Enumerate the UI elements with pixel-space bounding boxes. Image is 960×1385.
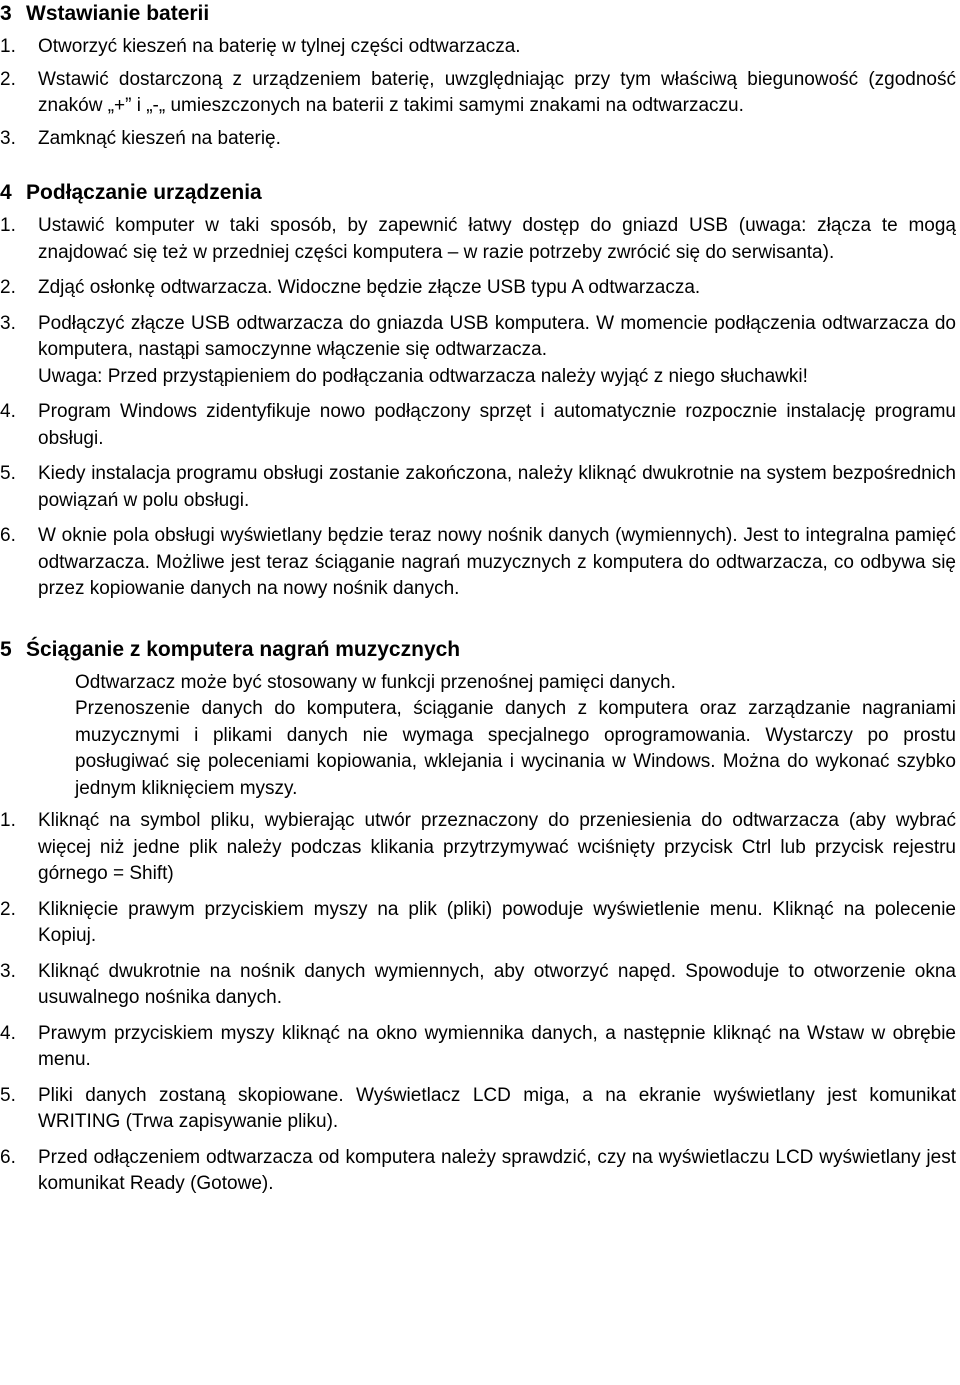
item-text: Ustawić komputer w taki sposób, by zapewnić łatwy dostęp do gniazd USB (uwaga: złącza te mogą znajdować się też w przedniej części komputera – w razie potrzeby zwrócić się do serwisanta). <box>38 215 956 263</box>
item-number: 1. <box>0 810 16 831</box>
list-item <box>0 213 956 266</box>
intro-paragraph: Przenoszenie danych do komputera, ściąganie danych z komputera oraz zarządzanie nagraniami muzycznymi i plikami danych nie wymaga specjalnego oprogramowania. Wystarczy po prostu posługiwać się poleceniami kopiowania, wklejania i wycinania w Windows. Można do wykonać szybko jednym kliknięciem myszy. <box>75 698 956 799</box>
item-number: 2. <box>0 277 16 298</box>
section-connecting <box>0 179 956 603</box>
list-item <box>0 399 956 452</box>
item-number: 1. <box>0 215 16 236</box>
item-number: 2. <box>0 898 16 920</box>
item-text: Kliknięcie prawym przyciskiem myszy na plik (pliki) powoduje wyświetlenie menu. Kliknąć na polecenie Kopiuj. <box>38 898 956 946</box>
section-downloading <box>0 636 956 1198</box>
list-item <box>0 126 956 153</box>
item-number: 3. <box>0 312 16 334</box>
list-item <box>0 67 956 120</box>
item-text: Prawym przyciskiem myszy kliknąć na okno wymiennika danych, a następnie kliknąć na Wstaw w obrębie menu. <box>38 1022 956 1070</box>
section-heading <box>0 179 956 207</box>
item-text: Zdjąć osłonkę odtwarzacza. Widoczne będzie złącze USB typu A odtwarzacza. <box>38 277 701 298</box>
list-item <box>0 523 956 603</box>
list-item <box>0 461 956 514</box>
step-list <box>0 808 956 1198</box>
section-heading <box>0 636 956 664</box>
item-text: Pliki danych zostaną skopiowane. Wyświetlacz LCD miga, a na ekranie wyświetlany jest komunikat WRITING (Trwa zapisywanie pliku). <box>38 1084 956 1132</box>
section-number: 5 <box>0 637 12 661</box>
section-heading <box>0 0 956 28</box>
item-text: Kliknąć na symbol pliku, wybierając utwór przeznaczony do przeniesienia do odtwarzacza (aby wybrać więcej niż jedne plik należy podczas klikania przytrzymywać wciśnięty przycisk Ctrl lub przycisk rejestru górnego = Shift) <box>38 810 956 884</box>
section-title: Ściąganie z komputera nagrań muzycznych <box>26 637 461 661</box>
item-number: 3. <box>0 127 16 149</box>
list-item <box>0 311 956 391</box>
item-number: 3. <box>0 960 16 982</box>
section-number: 3 <box>0 2 12 25</box>
item-text: Przed odłączeniem odtwarzacza od komputera należy sprawdzić, czy na wyświetlaczu LCD wyświetlany jest komunikat Ready (Gotowe). <box>38 1146 956 1194</box>
item-text: Kliknąć dwukrotnie na nośnik danych wymiennych, aby otworzyć napęd. Spowoduje to otworzenie okna usuwalnego nośnika danych. <box>38 960 956 1008</box>
item-text: Otworzyć kieszeń na baterię w tylnej części odtwarzacza. <box>38 36 521 57</box>
list-item <box>0 34 956 61</box>
section-battery <box>0 0 956 152</box>
item-number: 5. <box>0 1084 16 1106</box>
section-number: 4 <box>0 181 12 204</box>
warning-note: Uwaga: Przed przystąpieniem do podłączania odtwarzacza należy wyjąć z niego słuchawki! <box>38 365 808 387</box>
item-number: 1. <box>0 36 16 57</box>
item-number: 6. <box>0 1146 16 1168</box>
step-list <box>0 213 956 603</box>
item-number: 5. <box>0 463 16 484</box>
item-text: Podłączyć złącze USB odtwarzacza do gniazda USB komputera. W momencie podłączenia odtwarzacza do komputera, nastąpi samoczynne włączenie się odtwarzacza. <box>38 312 956 360</box>
list-item <box>0 959 956 1012</box>
list-item <box>0 1145 956 1198</box>
item-number: 6. <box>0 525 16 546</box>
list-item <box>0 897 956 950</box>
item-text: Wstawić dostarczoną z urządzeniem baterię, uwzględniając przy tym właściwą biegunowość (zgodność znaków „+” i „-„ umieszczonych na baterii z takimi samymi znakami na odtwarzaczu. <box>38 68 956 116</box>
list-item <box>0 275 956 302</box>
list-item <box>0 1021 956 1074</box>
intro-paragraph: Odtwarzacz może być stosowany w funkcji przenośnej pamięci danych. <box>75 671 676 693</box>
item-number: 2. <box>0 68 16 90</box>
section-intro <box>0 670 956 803</box>
item-text: W oknie pola obsługi wyświetlany będzie teraz nowy nośnik danych (wymiennych). Jest to integralna pamięć odtwarzacza. Możliwe jest teraz ściąganie nagrań muzycznych z komputera do odtwarzacza, co odbywa się przez kopiowanie danych na nowy nośnik danych. <box>38 525 956 599</box>
section-title: Wstawianie baterii <box>26 2 210 25</box>
item-text: Zamknąć kieszeń na baterię. <box>38 127 281 149</box>
item-text: Kiedy instalacja programu obsługi zostanie zakończona, należy kliknąć dwukrotnie na system bezpośrednich powiązań w polu obsługi. <box>38 463 956 511</box>
section-title: Podłączanie urządzenia <box>26 181 262 204</box>
item-number: 4. <box>0 1022 16 1044</box>
list-item <box>0 808 956 888</box>
item-number: 4. <box>0 401 16 422</box>
step-list <box>0 34 956 152</box>
item-text: Program Windows zidentyfikuje nowo podłączony sprzęt i automatycznie rozpocznie instalację programu obsługi. <box>38 401 956 449</box>
list-item <box>0 1083 956 1136</box>
